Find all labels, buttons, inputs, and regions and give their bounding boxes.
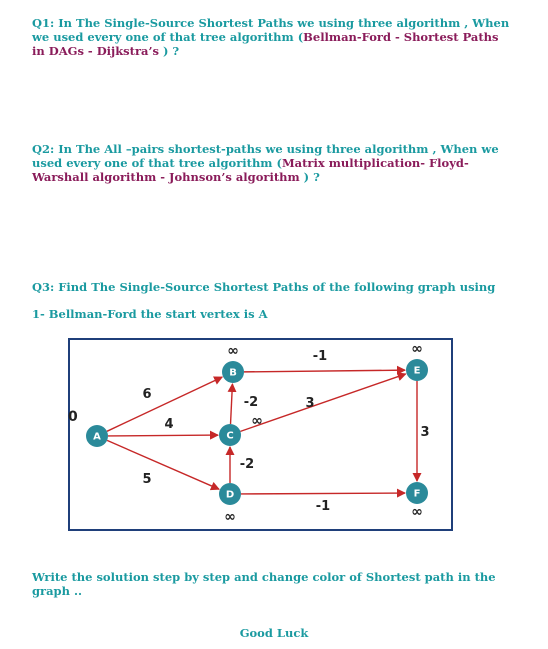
- node-distance-d: ∞: [224, 509, 236, 525]
- edge-a-c: [108, 435, 218, 436]
- node-label-a: A: [93, 431, 101, 443]
- edge-weight-c-e: 3: [305, 396, 315, 411]
- node-distance-a: 0: [68, 409, 78, 425]
- edge-weight-c-b: -2: [243, 395, 259, 410]
- node-label-f: F: [413, 488, 421, 500]
- edge-weight-a-c: 4: [164, 417, 174, 432]
- question-1-algorithms: Bellman-Ford - Shortest Paths in DAGs - Dijkstra’s: [32, 30, 499, 58]
- question-1: Q1: In The Single-Source Shortest Paths we using three algorithm , When we used every one of that tree algorithm (Bellman-Ford - Shortest Paths in DAGs - Dijkstra’s ) ?: [32, 16, 510, 58]
- node-label-d: D: [225, 489, 235, 501]
- edge-weight-e-f: 3: [420, 425, 430, 440]
- edge-a-d: [107, 440, 219, 489]
- instructions: Write the solution step by step and change color of Shortest path in the graph ..: [32, 570, 496, 598]
- graph-frame: [69, 339, 452, 530]
- edge-weight-a-b: 6: [142, 387, 152, 402]
- node-label-e: E: [413, 365, 421, 377]
- edge-weight-a-d: 5: [142, 472, 152, 487]
- edge-b-e: [244, 370, 405, 372]
- edge-weight-d-c: -2: [239, 457, 255, 472]
- edge-weight-d-f: -1: [315, 499, 331, 514]
- graph-diagram: [68, 338, 454, 532]
- closing: Good Luck: [239, 626, 309, 640]
- node-distance-e: ∞: [411, 341, 423, 357]
- question-3-title: Q3: Find The Single-Source Shortest Paths of the following graph using: [32, 280, 496, 294]
- edge-d-f: [241, 493, 405, 494]
- node-distance-b: ∞: [227, 343, 239, 359]
- edge-weight-b-e: -1: [312, 349, 328, 364]
- node-distance-c: ∞: [251, 413, 263, 429]
- node-label-b: B: [229, 367, 237, 379]
- node-label-c: C: [226, 430, 234, 442]
- edge-c-b: [231, 384, 233, 424]
- question-2: Q2: In The All –pairs shortest-paths we using three algorithm , When we used every one of that tree algorithm (Matrix multiplication- Floyd-Warshall algorithm - Johnson’s algorithm ) ?: [32, 142, 499, 184]
- question-2-algorithms: Matrix multiplication- Floyd-Warshall algorithm - Johnson’s algorithm: [32, 156, 469, 184]
- edge-c-e: [240, 374, 405, 431]
- node-distance-f: ∞: [411, 504, 423, 520]
- question-3-subtitle: 1- Bellman-Ford the start vertex is A: [32, 307, 268, 321]
